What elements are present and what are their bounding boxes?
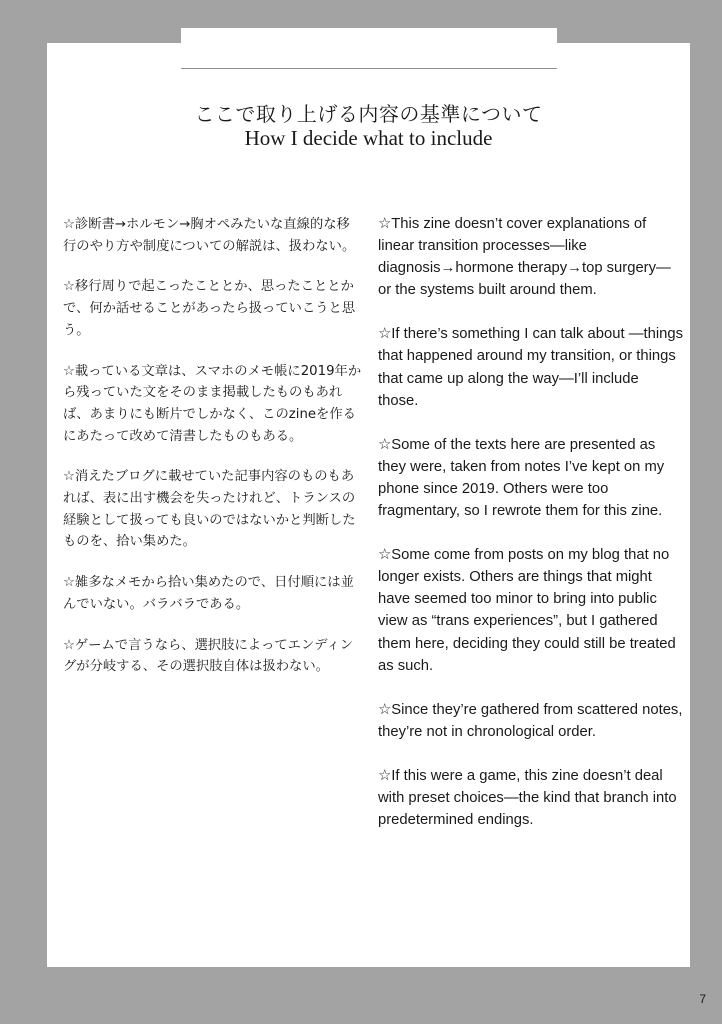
punch-hole-right xyxy=(497,33,510,46)
page-title-japanese: ここで取り上げる内容の基準について xyxy=(194,102,543,126)
english-note: ☆Some come from posts on my blog that no longer exists. Others are things that might have seemed too minor to bring into public view as “trans experiences”, but I gathered them here, deciding they could still be treated as such. xyxy=(378,547,676,674)
page-number: 7 xyxy=(699,992,706,1006)
english-note: ☆If there’s something I can talk about —things that happened around my transition, or things that came up along the way—I’ll include those. xyxy=(378,326,683,409)
japanese-note: ☆ゲームで言うなら、選択肢によってエンディングが分岐する、その選択肢自体は扱わない。 xyxy=(63,637,354,675)
japanese-column xyxy=(63,214,363,697)
english-column xyxy=(378,213,683,853)
english-note: ☆This zine doesn’t cover explanations of linear transition processes—like diagnosis→hormone therapy→top surgery—or the systems built around them. xyxy=(378,216,671,299)
japanese-note: ☆移行周りで起こったこととか、思ったこととかで、何か話せることがあったら扱っていこうと思う。 xyxy=(63,279,356,338)
english-note: ☆Some of the texts here are presented as they were, taken from notes I’ve kept on my phone since 2019. Others were too fragmentary, so I rewrote them for this zine. xyxy=(378,436,665,520)
english-note: ☆If this were a game, this zine doesn’t deal with preset choices—the kind that branch into predetermined endings. xyxy=(378,767,677,829)
japanese-note: ☆消えたブログに載せていた記事内容のものもあれば、表に出す機会を失ったけれど、トランスの経験として扱っても良いのではないかと判断したものを、拾い集めた。 xyxy=(63,469,356,550)
page-title-english: How I decide what to include xyxy=(244,126,493,150)
japanese-note: ☆雑多なメモから拾い集めたので、日付順には並んでいない。バラバラである。 xyxy=(63,575,354,612)
english-note: ☆Since they’re gathered from scattered notes, they’re not in chronological order. xyxy=(378,701,683,740)
punch-hole-left xyxy=(229,34,242,47)
japanese-note: ☆診断書→ホルモン→胸オペみたいな直線的な移行のやり方や制度についての解説は、扱わない。 xyxy=(63,217,356,254)
japanese-note: ☆載っている文章は、スマホのメモ帳に2019年から残っていた文をそのまま掲載したものもあれば、あまりにも断片でしかなく、このzineを作るにあたって改めて清書したものもある。 xyxy=(63,363,362,444)
